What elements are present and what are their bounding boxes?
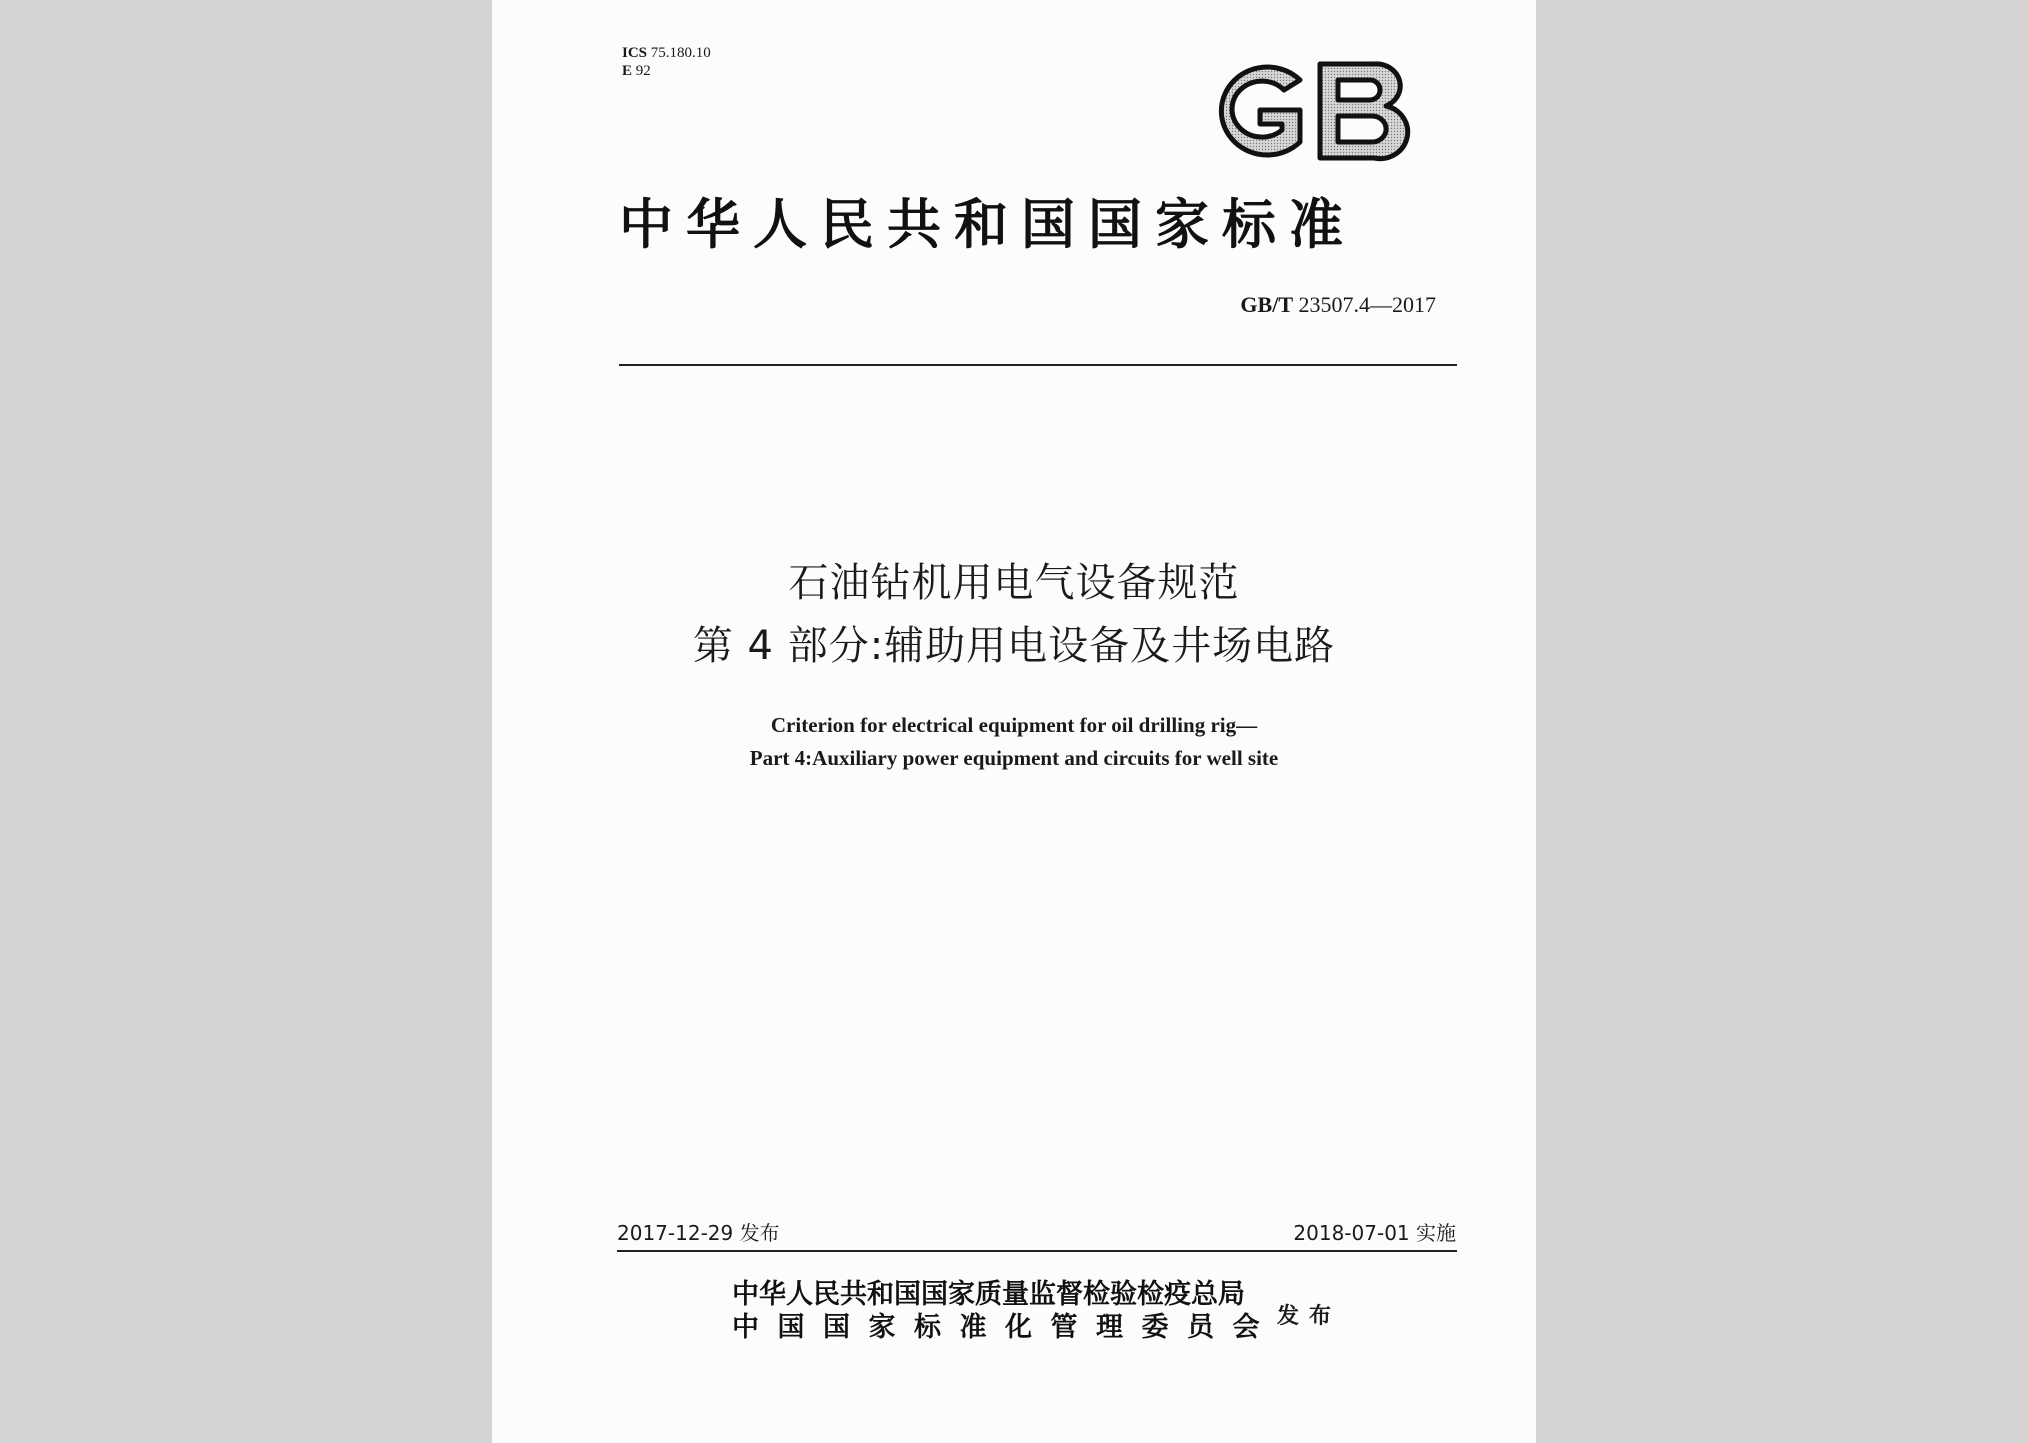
publish-label: 发布 — [1277, 1303, 1342, 1329]
ics-code-line — [622, 44, 711, 62]
standard-number-value: 23507.4—2017 — [1298, 292, 1436, 317]
ccs-code-line — [622, 62, 711, 80]
document-page — [492, 0, 1536, 1443]
standard-number-prefix: GB/T — [1240, 292, 1293, 317]
classification-codes — [622, 44, 711, 80]
chinese-title-line1: 石油钻机用电气设备规范 — [788, 560, 1240, 606]
ccs-label: E — [622, 63, 633, 79]
standard-number — [1240, 292, 1436, 318]
implementation-date: 2018-07-01 实施 — [1293, 1221, 1456, 1245]
issuer-line2: 中国国家标准化管理委员会 — [732, 1312, 1278, 1343]
ccs-code: 92 — [635, 63, 651, 79]
national-standard-title: 中华人民共和国国家标准 — [619, 192, 1356, 256]
issuer-line1: 中华人民共和国国家质量监督检验检疫总局 — [732, 1279, 1245, 1310]
english-title-line1: Criterion for electrical equipment for oil drilling rig— — [770, 713, 1258, 737]
header-divider — [619, 364, 1457, 366]
ics-code: 75.180.10 — [650, 45, 711, 61]
issue-date: 2017-12-29 发布 — [617, 1221, 780, 1245]
english-title-line2: Part 4:Auxiliary power equipment and circuits for well site — [749, 746, 1279, 770]
ics-label: ICS — [622, 45, 648, 61]
chinese-title-line2: 第 4 部分:辅助用电设备及井场电路 — [692, 623, 1336, 669]
footer-divider — [617, 1250, 1457, 1252]
gb-logo-icon — [1204, 58, 1414, 164]
